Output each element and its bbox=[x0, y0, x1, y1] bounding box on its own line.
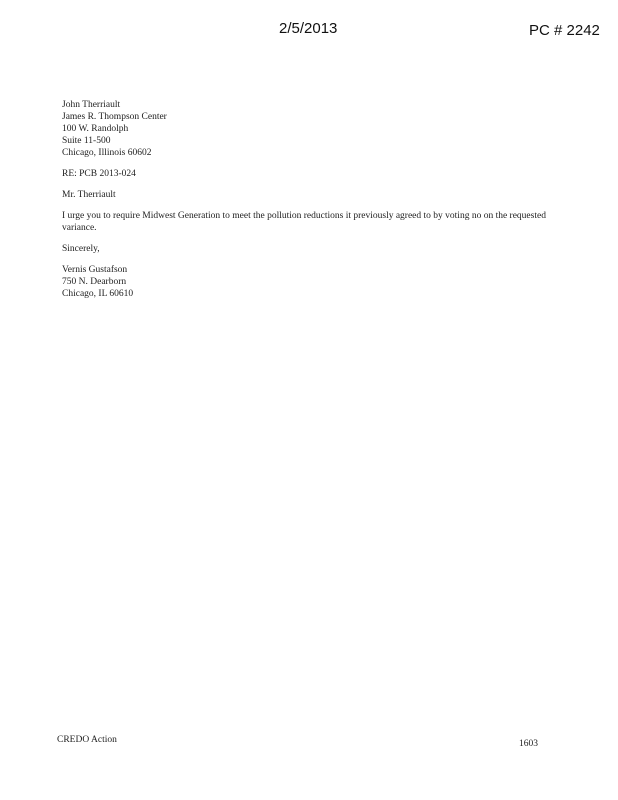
footer-page-number: 1603 bbox=[519, 739, 538, 749]
recipient-suite: Suite 11-500 bbox=[62, 136, 111, 146]
closing: Sincerely, bbox=[62, 244, 100, 254]
signer-name: Vernis Gustafson bbox=[62, 265, 128, 275]
salutation: Mr. Therriault bbox=[62, 190, 116, 200]
recipient-address bbox=[62, 99, 562, 159]
signer-city: Chicago, IL 60610 bbox=[62, 289, 134, 299]
signer-street: 750 N. Dearborn bbox=[62, 277, 127, 287]
recipient-building: James R. Thompson Center bbox=[62, 112, 167, 122]
recipient-city: Chicago, Illinois 60602 bbox=[62, 148, 152, 158]
signature-block bbox=[62, 264, 562, 300]
letter-body bbox=[62, 99, 562, 300]
footer-organization: CREDO Action bbox=[57, 735, 117, 745]
re-line: RE: PCB 2013-024 bbox=[62, 169, 136, 179]
letter-paragraph: I urge you to require Midwest Generation to meet the pollution reductions it previously agreed to by voting no on the requested variance. bbox=[62, 211, 546, 233]
recipient-name: John Therriault bbox=[62, 100, 121, 110]
public-comment-number: PC # 2242 bbox=[529, 22, 600, 39]
recipient-street: 100 W. Randolph bbox=[62, 124, 129, 134]
document-date: 2/5/2013 bbox=[279, 20, 338, 37]
